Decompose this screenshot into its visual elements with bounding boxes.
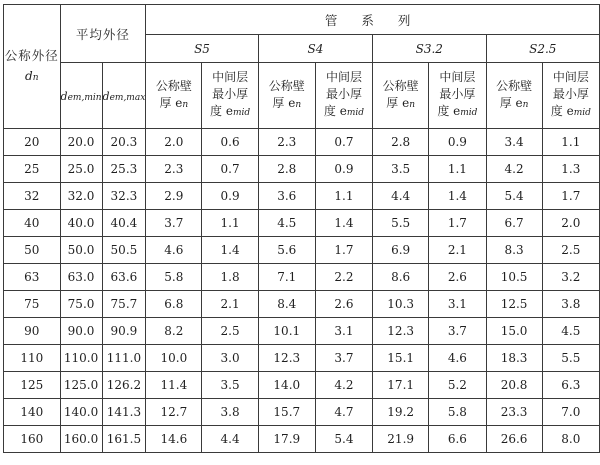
cell-dn: 160 — [4, 426, 61, 453]
mid-layer-line3: 度 e — [550, 104, 574, 118]
cell-s3-2-wall: 21.9 — [373, 426, 429, 453]
cell-s4-wall: 8.4 — [258, 291, 315, 318]
cell-dem-min: 40.0 — [60, 210, 102, 237]
cell-s2-5-wall: 18.3 — [486, 345, 542, 372]
cell-s3-2-mid: 2.1 — [429, 237, 486, 264]
header-mid-layer-thickness — [542, 63, 599, 129]
cell-s5-mid: 4.4 — [202, 426, 258, 453]
cell-s5-mid: 3.5 — [202, 372, 258, 399]
wall-thickness-line2: 厚 e — [386, 95, 410, 110]
cell-s5-wall: 12.7 — [146, 399, 202, 426]
header-series-s4: S4 — [258, 35, 372, 63]
cell-s5-mid: 0.7 — [202, 156, 258, 183]
cell-dn: 90 — [4, 318, 61, 345]
cell-dem-min: 50.0 — [60, 237, 102, 264]
header-mean-outer-diameter — [60, 5, 146, 63]
cell-s4-mid: 1.7 — [315, 237, 372, 264]
cell-s2-5-wall: 5.4 — [486, 183, 542, 210]
table-row — [4, 183, 600, 210]
table-row — [4, 399, 600, 426]
cell-s4-wall: 2.3 — [258, 129, 315, 156]
cell-s2-5-wall: 10.5 — [486, 264, 542, 291]
header-pipe-series — [146, 5, 600, 35]
wall-thickness-subscript: n — [295, 99, 302, 110]
header-series-s2-5: S2.5 — [486, 35, 600, 63]
cell-dem-min: 32.0 — [60, 183, 102, 210]
table-row — [4, 264, 600, 291]
cell-s2-5-wall: 8.3 — [486, 237, 542, 264]
cell-s3-2-wall: 8.6 — [373, 264, 429, 291]
cell-s4-mid: 3.7 — [315, 345, 372, 372]
mid-layer-line1: 中间层 — [212, 70, 249, 84]
cell-dem-max: 63.6 — [102, 264, 146, 291]
cell-s5-mid: 1.8 — [202, 264, 258, 291]
cell-s4-wall: 10.1 — [258, 318, 315, 345]
cell-s3-2-wall: 19.2 — [373, 399, 429, 426]
cell-s2-5-mid: 1.1 — [542, 129, 599, 156]
cell-dem-max: 25.3 — [102, 156, 146, 183]
cell-dn: 110 — [4, 345, 61, 372]
cell-s4-wall: 7.1 — [258, 264, 315, 291]
mid-layer-subscript: mid — [460, 108, 478, 118]
cell-s2-5-mid: 5.5 — [542, 345, 599, 372]
table-row — [4, 372, 600, 399]
cell-s3-2-wall: 10.3 — [373, 291, 429, 318]
cell-s5-wall: 2.3 — [146, 156, 202, 183]
cell-dem-min: 63.0 — [60, 264, 102, 291]
cell-s2-5-mid: 3.2 — [542, 264, 599, 291]
cell-s2-5-wall: 3.4 — [486, 129, 542, 156]
cell-s4-wall: 15.7 — [258, 399, 315, 426]
cell-s2-5-mid: 3.8 — [542, 291, 599, 318]
cell-dem-min: 90.0 — [60, 318, 102, 345]
wall-thickness-line2: 厚 e — [499, 95, 523, 110]
table-row — [4, 129, 600, 156]
cell-s3-2-mid: 5.2 — [429, 372, 486, 399]
cell-s2-5-wall: 15.0 — [486, 318, 542, 345]
cell-s4-wall: 2.8 — [258, 156, 315, 183]
cell-s3-2-wall: 5.5 — [373, 210, 429, 237]
header-dem-max-subscript: em,max — [109, 92, 146, 103]
cell-s4-mid: 3.1 — [315, 318, 372, 345]
cell-s4-mid: 2.2 — [315, 264, 372, 291]
cell-dem-max: 32.3 — [102, 183, 146, 210]
cell-s5-wall: 10.0 — [146, 345, 202, 372]
mid-layer-subscript: mid — [573, 108, 591, 118]
cell-s2-5-mid: 7.0 — [542, 399, 599, 426]
mid-layer-line3: 度 e — [210, 104, 233, 118]
wall-thickness-line1: 公称壁 — [268, 78, 305, 93]
cell-s3-2-mid: 4.6 — [429, 345, 486, 372]
header-wall-thickness — [146, 63, 202, 129]
cell-s5-mid: 1.1 — [202, 210, 258, 237]
mid-layer-line1: 中间层 — [552, 70, 589, 84]
cell-dn: 25 — [4, 156, 61, 183]
header-dem-min-symbol: d — [60, 89, 68, 103]
cell-s3-2-mid: 6.6 — [429, 426, 486, 453]
cell-s5-wall: 5.8 — [146, 264, 202, 291]
cell-s3-2-mid: 5.8 — [429, 399, 486, 426]
header-dn-subscript: n — [32, 72, 39, 83]
cell-s2-5-wall: 4.2 — [486, 156, 542, 183]
header-outer-diameter — [4, 5, 61, 129]
mid-layer-line3: 度 e — [323, 104, 347, 118]
cell-s5-wall: 11.4 — [146, 372, 202, 399]
cell-s5-mid: 0.9 — [202, 183, 258, 210]
mid-layer-line2: 最小厚 — [552, 87, 589, 101]
wall-thickness-subscript: n — [522, 99, 529, 110]
cell-dn: 75 — [4, 291, 61, 318]
mid-layer-line1: 中间层 — [439, 70, 476, 84]
wall-thickness-line1: 公称壁 — [155, 78, 192, 93]
cell-s4-mid: 4.7 — [315, 399, 372, 426]
table-row — [4, 318, 600, 345]
cell-s3-2-wall: 15.1 — [373, 345, 429, 372]
cell-s4-wall: 17.9 — [258, 426, 315, 453]
header-dem-max-symbol: d — [102, 89, 110, 103]
cell-s4-mid: 1.1 — [315, 183, 372, 210]
mid-layer-line2: 最小厚 — [325, 87, 362, 101]
header-dem-min-subscript: em,min — [67, 92, 102, 103]
cell-s3-2-mid: 2.6 — [429, 264, 486, 291]
cell-s5-mid: 3.0 — [202, 345, 258, 372]
header-wall-thickness — [373, 63, 429, 129]
cell-s4-wall: 12.3 — [258, 345, 315, 372]
cell-dn: 40 — [4, 210, 61, 237]
cell-s4-wall: 5.6 — [258, 237, 315, 264]
cell-s4-mid: 1.4 — [315, 210, 372, 237]
cell-dem-max: 111.0 — [102, 345, 146, 372]
cell-s2-5-wall: 20.8 — [486, 372, 542, 399]
table-body — [4, 129, 600, 453]
cell-s3-2-wall: 3.5 — [373, 156, 429, 183]
cell-s3-2-mid: 0.9 — [429, 129, 486, 156]
cell-dem-max: 20.3 — [102, 129, 146, 156]
header-mid-layer-thickness — [315, 63, 372, 129]
cell-dem-min: 125.0 — [60, 372, 102, 399]
wall-thickness-line1: 公称壁 — [496, 78, 533, 93]
cell-dn: 63 — [4, 264, 61, 291]
pipe-dimension-table — [3, 4, 600, 453]
cell-dem-min: 25.0 — [60, 156, 102, 183]
cell-s3-2-wall: 2.8 — [373, 129, 429, 156]
mid-layer-line1: 中间层 — [325, 70, 362, 84]
cell-s4-mid: 4.2 — [315, 372, 372, 399]
wall-thickness-line2: 厚 e — [272, 95, 296, 110]
cell-dem-min: 75.0 — [60, 291, 102, 318]
cell-s3-2-mid: 3.1 — [429, 291, 486, 318]
header-mid-layer-thickness — [429, 63, 486, 129]
spec-table-wrapper — [3, 4, 600, 453]
cell-s3-2-wall: 4.4 — [373, 183, 429, 210]
cell-s4-mid: 2.6 — [315, 291, 372, 318]
table-row — [4, 237, 600, 264]
cell-s3-2-mid: 3.7 — [429, 318, 486, 345]
cell-s5-mid: 2.5 — [202, 318, 258, 345]
cell-s3-2-mid: 1.1 — [429, 156, 486, 183]
mid-layer-subscript: mid — [346, 108, 365, 118]
cell-s3-2-mid: 1.4 — [429, 183, 486, 210]
cell-s5-mid: 2.1 — [202, 291, 258, 318]
cell-dem-min: 140.0 — [60, 399, 102, 426]
cell-s3-2-wall: 17.1 — [373, 372, 429, 399]
header-dn-symbol: d — [25, 68, 33, 83]
cell-s4-wall: 14.0 — [258, 372, 315, 399]
header-series-s5: S5 — [146, 35, 258, 63]
cell-s2-5-mid: 4.5 — [542, 318, 599, 345]
wall-thickness-line2: 厚 e — [159, 95, 183, 110]
cell-dem-min: 110.0 — [60, 345, 102, 372]
cell-dn: 32 — [4, 183, 61, 210]
cell-dem-min: 160.0 — [60, 426, 102, 453]
cell-s2-5-mid: 6.3 — [542, 372, 599, 399]
cell-s2-5-mid: 2.0 — [542, 210, 599, 237]
mid-layer-line2: 最小厚 — [439, 87, 476, 101]
cell-dem-max: 141.3 — [102, 399, 146, 426]
header-wall-thickness — [486, 63, 542, 129]
cell-s2-5-wall: 12.5 — [486, 291, 542, 318]
cell-s2-5-mid: 1.3 — [542, 156, 599, 183]
cell-s2-5-wall: 26.6 — [486, 426, 542, 453]
cell-s5-wall: 6.8 — [146, 291, 202, 318]
cell-s2-5-wall: 6.7 — [486, 210, 542, 237]
header-mean-outer-diameter-label: 平均外径 — [75, 26, 130, 42]
cell-s5-wall: 8.2 — [146, 318, 202, 345]
header-pipe-series-label: 管 系 列 — [324, 12, 421, 28]
cell-s5-wall: 3.7 — [146, 210, 202, 237]
header-dem-max — [102, 63, 146, 129]
table-row — [4, 291, 600, 318]
wall-thickness-line1: 公称壁 — [382, 78, 419, 93]
mid-layer-line3: 度 e — [437, 104, 461, 118]
header-series-s3-2: S3.2 — [373, 35, 486, 63]
table-row — [4, 426, 600, 453]
header-dem-min — [60, 63, 102, 129]
cell-s3-2-mid: 1.7 — [429, 210, 486, 237]
wall-thickness-subscript: n — [182, 99, 189, 110]
cell-s4-wall: 3.6 — [258, 183, 315, 210]
cell-dem-max: 40.4 — [102, 210, 146, 237]
cell-s5-wall: 2.0 — [146, 129, 202, 156]
header-outer-diameter-label: 公称外径 — [4, 47, 59, 63]
cell-dem-max: 126.2 — [102, 372, 146, 399]
mid-layer-line2: 最小厚 — [212, 87, 249, 101]
cell-dn: 20 — [4, 129, 61, 156]
cell-s4-mid: 0.7 — [315, 129, 372, 156]
header-wall-thickness — [258, 63, 315, 129]
cell-dn: 140 — [4, 399, 61, 426]
cell-dn: 125 — [4, 372, 61, 399]
cell-s4-mid: 5.4 — [315, 426, 372, 453]
cell-s5-mid: 1.4 — [202, 237, 258, 264]
wall-thickness-subscript: n — [409, 99, 416, 110]
cell-dn: 50 — [4, 237, 61, 264]
cell-s2-5-wall: 23.3 — [486, 399, 542, 426]
cell-dem-max: 75.7 — [102, 291, 146, 318]
table-row — [4, 156, 600, 183]
header-mid-layer-thickness — [202, 63, 258, 129]
cell-s4-mid: 0.9 — [315, 156, 372, 183]
table-row — [4, 210, 600, 237]
cell-dem-max: 90.9 — [102, 318, 146, 345]
cell-s5-mid: 0.6 — [202, 129, 258, 156]
cell-dem-max: 50.5 — [102, 237, 146, 264]
cell-s3-2-wall: 12.3 — [373, 318, 429, 345]
cell-s5-wall: 14.6 — [146, 426, 202, 453]
cell-dem-min: 20.0 — [60, 129, 102, 156]
cell-dem-max: 161.5 — [102, 426, 146, 453]
cell-s5-wall: 4.6 — [146, 237, 202, 264]
cell-s3-2-wall: 6.9 — [373, 237, 429, 264]
cell-s5-mid: 3.8 — [202, 399, 258, 426]
cell-s4-wall: 4.5 — [258, 210, 315, 237]
cell-s2-5-mid: 8.0 — [542, 426, 599, 453]
table-row — [4, 345, 600, 372]
cell-s2-5-mid: 1.7 — [542, 183, 599, 210]
cell-s2-5-mid: 2.5 — [542, 237, 599, 264]
mid-layer-subscript: mid — [232, 108, 251, 118]
table-header — [4, 5, 600, 129]
cell-s5-wall: 2.9 — [146, 183, 202, 210]
